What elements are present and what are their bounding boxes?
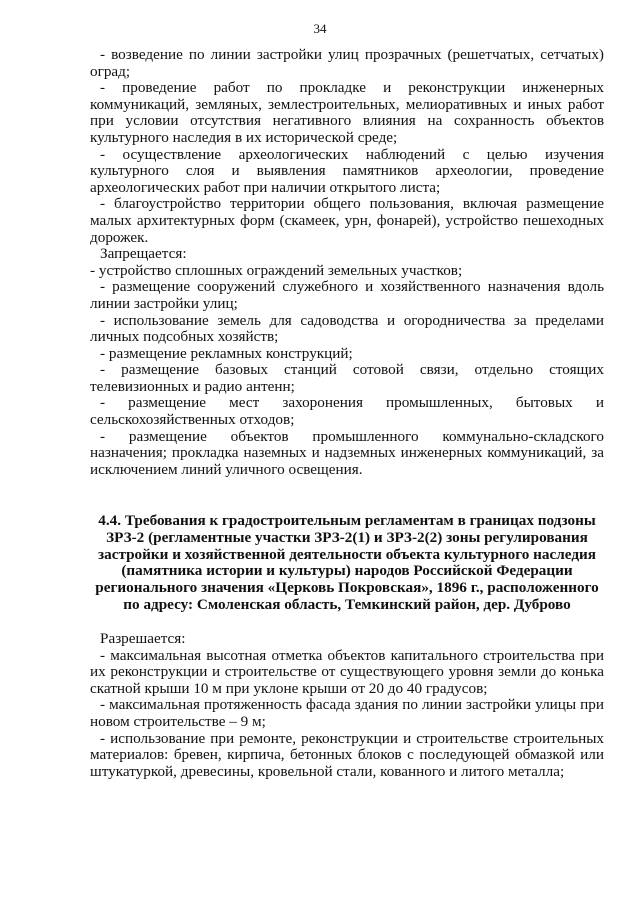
paragraph: - размещение сооружений служебного и хозяйственного назначения вдоль линии застройки улиц; [90,278,604,312]
paragraph: - размещение объектов промышленного коммунально-складского назначения; прокладка наземных и надземных инженерных коммуникаций, за исключением линий уличного освещения. [90,427,604,478]
paragraph: - размещение мест захоронения промышленных, бытовых и сельскохозяйственных отходов; [90,394,604,429]
page-number: 34 [313,21,327,36]
paragraph: - максимальная высотная отметка объектов капитального строительства при их реконструкции и строительстве от существующего уровня земли до конька скатной крыши 10 м при уклоне крыши от 20 до 40 градусов; [90,646,604,697]
paragraph: - использование при ремонте, реконструкции и строительстве строительных материалов: бревен, кирпича, бетонных блоков с последующей обмазкой или штукатуркой, древесины, кровельной стали, кованного и литого металла; [90,729,604,780]
section-heading: 4.4. Требования к градостроительным регламентам в границах подзоны ЗРЗ-2 (регламентные участки ЗРЗ-2(1) и ЗРЗ-2(2) зоны регулирования застройки и хозяйственной деятельности объекта культурного наследия (памятника истории и культуры) народов Российской Федерации регионального значения «Церковь Покровская», 1896 г., расположенного по адресу: Смоленская область, Темкинский район, дер. Дуброво [95,512,599,613]
paragraph: - размещение рекламных конструкций; [100,344,353,362]
paragraph: - благоустройство территории общего пользования, включая размещение малых архитектурных форм (скамеек, урн, фонарей), устройство пешеходных дорожек. [90,195,604,246]
paragraph: - возведение по линии застройки улиц прозрачных (решетчатых, сетчатых) оград; [90,46,604,80]
paragraph: - устройство сплошных ограждений земельных участков; [90,261,463,279]
paragraph: - проведение работ по прокладке и реконструкции инженерных коммуникаций, земляных, землестроительных, мелиоративных и иных работ при условии отсутствия негативного влияния на сохранность объектов культурного наследия в их исторической среде; [90,79,604,146]
section-label-permitted: Разрешается: [100,630,186,647]
paragraph: - осуществление археологических наблюдений с целью изучения культурного слоя и выявления памятников археологии, проведение археологических работ при наличии открытого листа; [90,145,604,196]
paragraph: - использование земель для садоводства и огородничества за пределами личных подсобных хозяйств; [90,311,604,346]
permitted-prohibited-section [90,47,604,478]
permitted-section [90,631,604,780]
paragraph: - максимальная протяженность фасада здания по линии застройки улицы при новом строительстве – 9 м; [90,696,604,730]
section-label-prohibited: Запрещается: [100,245,187,263]
paragraph: - размещение базовых станций сотовой связи, отдельно стоящих телевизионных и радио антенн; [90,361,604,395]
